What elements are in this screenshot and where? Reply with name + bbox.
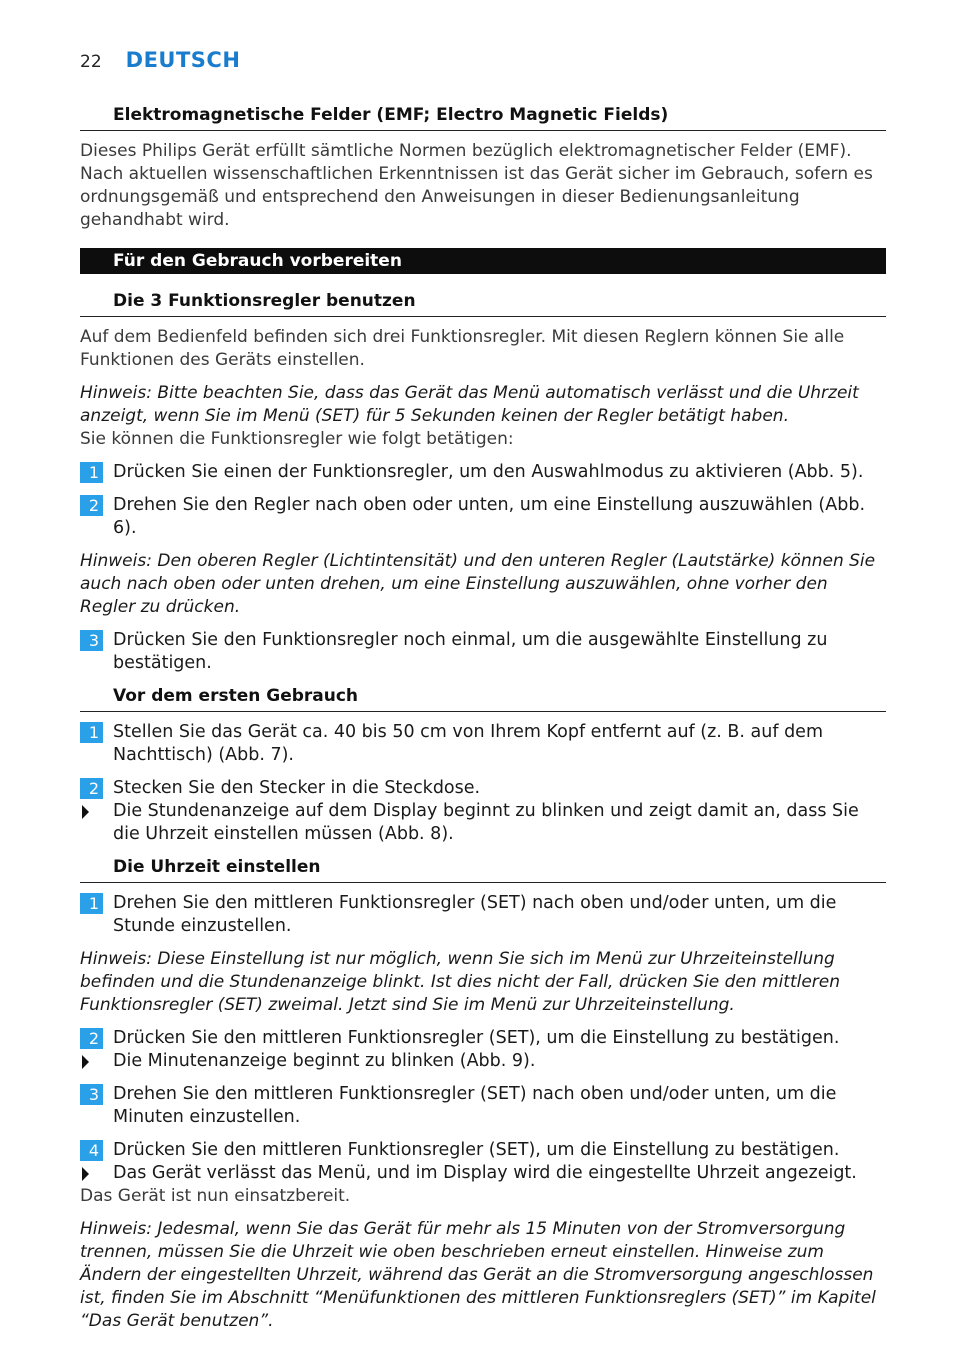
result-arrow-icon <box>80 800 103 846</box>
step-text: Drehen Sie den mittleren Funktionsregler (SET) nach oben und/oder unten, um die Minuten einzustellen. <box>113 1084 837 1127</box>
step-text: Stellen Sie das Gerät ca. 40 bis 50 cm von Ihrem Kopf entfernt auf (z. B. auf dem Nachttisch) (Abb. 7). <box>113 722 823 765</box>
first-use-step-2 <box>80 777 886 800</box>
regler-step-2 <box>80 494 886 540</box>
step-number-badge: 2 <box>80 495 103 516</box>
clock-ready-text: Das Gerät ist nun einsatzbereit. <box>80 1186 351 1206</box>
step-number-badge: 2 <box>80 778 103 799</box>
regler-note-1: Hinweis: Bitte beachten Sie, dass das Gerät das Menü automatisch verlässt und die Uhrzeit anzeigt, wenn Sie im Menü (SET) für 5 Sekunden keinen der Regler betätigt haben. <box>80 383 859 426</box>
page-number: 22 <box>80 52 102 72</box>
step-number-badge: 1 <box>80 722 103 743</box>
regler-note-2: Hinweis: Den oberen Regler (Lichtintensität) und den unteren Regler (Lautstärke) können Sie auch nach oben oder unten drehen, um eine Einstellung auszuwählen, ohne vorher den Regler zu drücken. <box>80 551 876 617</box>
step-number-badge: 1 <box>80 893 103 914</box>
step-text: Drücken Sie den Funktionsregler noch einmal, um die ausgewählte Einstellung zu bestätigen. <box>113 630 828 673</box>
emf-paragraph: Dieses Philips Gerät erfüllt sämtliche Normen bezüglich elektromagnetischer Felder (EMF). Nach aktuellen wissenschaftlichen Erkenntnissen ist das Gerät sicher im Gebrauch, sofern es ordnungsgemäß und entsprechend den Anweisungen in dieser Bedienungsanleitung gehandhabt wird. <box>80 141 873 230</box>
step-number-badge: 3 <box>80 1084 103 1105</box>
clock-heading: Die Uhrzeit einstellen <box>80 856 886 883</box>
regler-intro: Auf dem Bedienfeld befinden sich drei Funktionsregler. Mit diesen Reglern können Sie alle Funktionen des Geräts einstellen. <box>80 327 845 370</box>
step-number-badge: 3 <box>80 630 103 651</box>
clock-result-2 <box>80 1050 886 1073</box>
clock-note-2: Hinweis: Jedesmal, wenn Sie das Gerät für mehr als 15 Minuten von der Stromversorgung trennen, müssen Sie die Uhrzeit wie oben beschrieben erneut einstellen. Hinweise zum Ändern der eingestellten Uhrzeit, während das Gerät an die Stromversorgung angeschlossen ist, finden Sie im Abschnitt “Menüfunktionen des mittleren Funktionsreglers (SET)” im Kapitel “Das Gerät benutzen”. <box>80 1219 876 1331</box>
page-content <box>80 104 886 1333</box>
step-text: Stecken Sie den Stecker in die Steckdose. <box>113 778 481 798</box>
step-number-badge: 1 <box>80 462 103 483</box>
clock-step-2 <box>80 1027 886 1050</box>
regler-step-3 <box>80 629 886 675</box>
result-arrow-icon <box>80 1050 103 1073</box>
clock-note-1: Hinweis: Diese Einstellung ist nur möglich, wenn Sie sich im Menü zur Uhrzeiteinstellung befinden und die Stundenanzeige blinkt. Ist dies nicht der Fall, drücken Sie den mittleren Funktionsregler (SET) zweimal. Jetzt sind Sie im Menü zur Uhrzeiteinstellung. <box>80 949 841 1015</box>
step-number-badge: 2 <box>80 1028 103 1049</box>
regler-step-1 <box>80 461 886 484</box>
result-text: Die Minutenanzeige beginnt zu blinken (Abb. 9). <box>113 1051 536 1071</box>
step-text: Drehen Sie den mittleren Funktionsregler (SET) nach oben und/oder unten, um die Stunde einzustellen. <box>113 893 837 936</box>
step-text: Drehen Sie den Regler nach oben oder unten, um eine Einstellung auszuwählen (Abb. 6). <box>113 495 866 538</box>
result-arrow-icon <box>80 1162 103 1185</box>
regler-lead: Sie können die Funktionsregler wie folgt betätigen: <box>80 429 514 449</box>
step-text: Drücken Sie den mittleren Funktionsregler (SET), um die Einstellung zu bestätigen. <box>113 1028 840 1048</box>
clock-step-4 <box>80 1139 886 1162</box>
first-use-step-1 <box>80 721 886 767</box>
first-use-heading: Vor dem ersten Gebrauch <box>80 685 886 712</box>
emf-heading: Elektromagnetische Felder (EMF; Electro Magnetic Fields) <box>80 104 886 131</box>
language-title: DEUTSCH <box>125 48 241 72</box>
clock-step-3 <box>80 1083 886 1129</box>
regler-heading: Die 3 Funktionsregler benutzen <box>80 290 886 317</box>
prepare-section-bar: Für den Gebrauch vorbereiten <box>80 248 886 274</box>
result-text: Das Gerät verlässt das Menü, und im Display wird die eingestellte Uhrzeit angezeigt. <box>113 1163 857 1183</box>
step-number-badge: 4 <box>80 1140 103 1161</box>
clock-result-4 <box>80 1162 886 1185</box>
clock-step-1 <box>80 892 886 938</box>
step-text: Drücken Sie einen der Funktionsregler, um den Auswahlmodus zu aktivieren (Abb. 5). <box>113 462 864 482</box>
step-text: Drücken Sie den mittleren Funktionsregler (SET), um die Einstellung zu bestätigen. <box>113 1140 840 1160</box>
page-header <box>80 48 240 72</box>
first-use-result <box>80 800 886 846</box>
result-text: Die Stundenanzeige auf dem Display beginnt zu blinken und zeigt damit an, dass Sie die Uhrzeit einstellen müssen (Abb. 8). <box>113 801 859 844</box>
